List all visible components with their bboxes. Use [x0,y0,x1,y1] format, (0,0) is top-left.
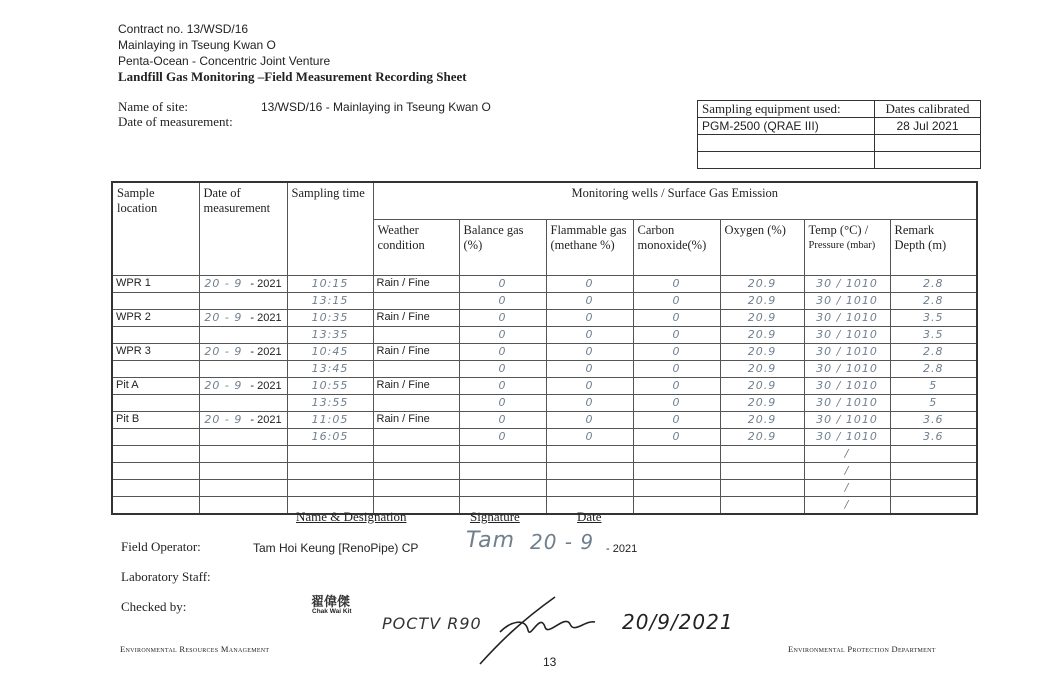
sample-location-cell: WPR 2 [112,310,199,327]
oxygen-cell: 20.9 [720,293,804,310]
carbon-monoxide-cell: 0 [633,378,720,395]
measurement-day-month: 20 - 9 [204,311,243,324]
checked-by-handwriting: POCTV R90 [382,614,482,633]
header-date-of-measurement: Date of measurement [199,182,287,276]
sample-location-cell [112,497,199,515]
flammable-gas-cell: 0 [546,310,633,327]
sample-location-cell: WPR 3 [112,344,199,361]
temp-pressure-cell: 30 / 1010 [804,378,890,395]
depth-cell: 2.8 [890,293,977,310]
depth-cell [890,463,977,480]
checked-by-signature [470,592,600,667]
temp-pressure-cell: 30 / 1010 [804,412,890,429]
footer-left: Environmental Resources Management [120,644,270,654]
balance-gas-cell: 0 [459,395,546,412]
oxygen-cell [720,497,804,515]
field-operator-name: Tam Hoi Keung [RenoPipe) CP [253,541,419,555]
weather-cell: Rain / Fine [373,412,459,429]
depth-cell: 5 [890,378,977,395]
date-header: Date [577,509,602,524]
flammable-gas-cell: 0 [546,361,633,378]
carbon-monoxide-cell: 0 [633,276,720,293]
checked-by-chinese-name: 翟偉傑 [311,595,351,610]
oxygen-cell: 20.9 [720,412,804,429]
balance-gas-cell [459,446,546,463]
balance-gas-cell: 0 [459,344,546,361]
sampling-time-cell: 13:35 [287,327,373,344]
header-monitoring-group: Monitoring wells / Surface Gas Emission [373,182,977,220]
header-oxygen: Oxygen (%) [720,220,804,276]
carbon-monoxide-cell [633,497,720,515]
measurement-date-cell [199,412,287,429]
flammable-gas-cell: 0 [546,327,633,344]
table-row [112,276,977,293]
sampling-time-cell: 11:05 [287,412,373,429]
oxygen-cell [720,463,804,480]
oxygen-cell: 20.9 [720,344,804,361]
sampling-time-cell: 10:55 [287,378,373,395]
flammable-gas-cell [546,480,633,497]
header-temp-pressure [804,220,890,276]
carbon-monoxide-cell: 0 [633,327,720,344]
flammable-gas-cell: 0 [546,276,633,293]
sampling-time-cell: 10:45 [287,344,373,361]
depth-cell: 3.6 [890,412,977,429]
weather-cell [373,429,459,446]
flammable-gas-cell: 0 [546,344,633,361]
sampling-time-cell: 13:15 [287,293,373,310]
temp-pressure-cell: / [804,446,890,463]
balance-gas-cell: 0 [459,429,546,446]
carbon-monoxide-cell [633,463,720,480]
footer-right: Environmental Protection Department [788,644,936,654]
temp-pressure-cell: 30 / 1010 [804,395,890,412]
oxygen-cell [720,446,804,463]
oxygen-cell: 20.9 [720,378,804,395]
carbon-monoxide-cell: 0 [633,412,720,429]
weather-cell [373,327,459,344]
oxygen-cell: 20.9 [720,276,804,293]
oxygen-cell: 20.9 [720,395,804,412]
flammable-gas-cell [546,446,633,463]
flammable-gas-cell: 0 [546,412,633,429]
measurement-day-month: 20 - 9 [204,379,243,392]
header-remark-depth [890,220,977,276]
header-weather: Weather condition [373,220,459,276]
carbon-monoxide-cell [633,446,720,463]
depth-cell: 3.5 [890,310,977,327]
balance-gas-cell: 0 [459,412,546,429]
flammable-gas-cell: 0 [546,395,633,412]
carbon-monoxide-cell: 0 [633,429,720,446]
weather-cell [373,463,459,480]
weather-cell: Rain / Fine [373,276,459,293]
table-row [112,378,977,395]
temp-pressure-cell: / [804,463,890,480]
weather-cell: Rain / Fine [373,344,459,361]
table-row [112,344,977,361]
measurement-day-month: 20 - 9 [204,345,243,358]
sample-location-cell [112,327,199,344]
weather-cell [373,395,459,412]
temp-pressure-cell: 30 / 1010 [804,310,890,327]
depth-cell: 3.6 [890,429,977,446]
balance-gas-cell: 0 [459,310,546,327]
temp-pressure-cell: 30 / 1010 [804,361,890,378]
sampling-time-cell [287,446,373,463]
calibrated-header: Dates calibrated [875,101,981,118]
balance-gas-cell [459,463,546,480]
temp-pressure-cell: 30 / 1010 [804,344,890,361]
sampling-time-cell [287,463,373,480]
checked-by-label: Checked by: [121,599,187,614]
oxygen-cell: 20.9 [720,310,804,327]
header-carbon-monoxide: Carbon monoxide(%) [633,220,720,276]
measurement-date-cell [199,429,287,446]
field-operator-date-year: - 2021 [606,543,638,555]
calibrated-date-cell: 28 Jul 2021 [875,118,981,135]
equipment-cell [698,135,875,152]
weather-cell: Rain / Fine [373,310,459,327]
measurement-year: - 2021 [250,312,282,324]
measurement-date-cell [199,497,287,515]
sample-location-cell: Pit B [112,412,199,429]
sample-location-cell [112,429,199,446]
balance-gas-cell [459,480,546,497]
field-operator-date-handwritten: 20 - 9 [530,530,595,554]
weather-cell [373,361,459,378]
gas-monitoring-table [111,181,978,515]
name-designation-header: Name & Designation [296,509,407,524]
site-name-value: 13/WSD/16 - Mainlaying in Tseung Kwan O [261,100,491,114]
header-sample-location: Sample location [112,182,199,276]
oxygen-cell: 20.9 [720,429,804,446]
header-remark: Remark [894,223,935,238]
contractor-name: Penta-Ocean - Concentric Joint Venture [118,54,331,68]
temp-pressure-cell: 30 / 1010 [804,293,890,310]
measurement-day-month: 20 - 9 [204,277,243,290]
page-number: 13 [543,655,557,669]
weather-cell: Rain / Fine [373,378,459,395]
table-row [112,395,977,412]
measurement-date-cell [199,344,287,361]
table-row [112,480,977,497]
oxygen-cell: 20.9 [720,361,804,378]
weather-cell [373,480,459,497]
sampling-time-cell: 10:15 [287,276,373,293]
measurement-year: - 2021 [250,380,282,392]
balance-gas-cell: 0 [459,276,546,293]
carbon-monoxide-cell: 0 [633,293,720,310]
calibrated-date-cell [875,152,981,169]
temp-pressure-cell: 30 / 1010 [804,276,890,293]
measurement-date-cell [199,293,287,310]
oxygen-cell [720,480,804,497]
balance-gas-cell: 0 [459,327,546,344]
equipment-cell: PGM-2500 (QRAE III) [698,118,875,135]
measurement-date-cell [199,361,287,378]
checked-by-english-name: Chak Wai Kit [312,608,352,615]
sample-location-cell [112,463,199,480]
sample-location-cell [112,361,199,378]
weather-cell [373,293,459,310]
temp-pressure-cell: 30 / 1010 [804,429,890,446]
project-name: Mainlaying in Tseung Kwan O [118,38,276,52]
flammable-gas-cell [546,463,633,480]
measurement-year: - 2021 [250,278,282,290]
carbon-monoxide-cell: 0 [633,344,720,361]
header-flammable-gas: Flammable gas (methane %) [546,220,633,276]
table-row [112,412,977,429]
table-row [112,429,977,446]
balance-gas-cell: 0 [459,378,546,395]
header-pressure: Pressure (mbar) [808,240,876,252]
calibrated-date-cell [875,135,981,152]
measurement-day-month: 20 - 9 [204,413,243,426]
balance-gas-cell: 0 [459,361,546,378]
contract-number: Contract no. 13/WSD/16 [118,22,249,36]
sheet-title: Landfill Gas Monitoring –Field Measurement Recording Sheet [118,69,467,84]
sample-location-cell [112,480,199,497]
sample-location-cell: WPR 1 [112,276,199,293]
measurement-date-cell [199,276,287,293]
measurement-date-cell [199,463,287,480]
measurement-date-label: Date of measurement: [118,114,233,129]
table-row [112,463,977,480]
table-row [112,293,977,310]
table-row [112,497,977,515]
equipment-table [697,100,981,169]
measurement-date-cell [199,327,287,344]
carbon-monoxide-cell: 0 [633,361,720,378]
lab-staff-label: Laboratory Staff: [121,569,211,584]
depth-cell: 2.8 [890,344,977,361]
measurement-date-cell [199,310,287,327]
measurement-year: - 2021 [250,346,282,358]
depth-cell: 3.5 [890,327,977,344]
depth-cell [890,480,977,497]
sample-location-cell [112,293,199,310]
measurement-date-cell [199,395,287,412]
weather-cell [373,446,459,463]
header-depth: Depth (m) [894,238,947,253]
sampling-time-cell: 13:45 [287,361,373,378]
balance-gas-cell: 0 [459,293,546,310]
temp-pressure-cell: 30 / 1010 [804,327,890,344]
checked-by-date: 20/9/2021 [622,610,734,634]
sampling-time-cell: 16:05 [287,429,373,446]
header-temp: Temp (°C) / [808,223,869,238]
field-operator-signature: Tam [466,528,516,553]
carbon-monoxide-cell [633,480,720,497]
table-row [112,310,977,327]
flammable-gas-cell: 0 [546,378,633,395]
carbon-monoxide-cell: 0 [633,395,720,412]
sampling-time-cell [287,480,373,497]
flammable-gas-cell: 0 [546,293,633,310]
field-operator-label: Field Operator: [121,539,201,554]
carbon-monoxide-cell: 0 [633,310,720,327]
temp-pressure-cell: / [804,480,890,497]
depth-cell [890,446,977,463]
table-row [112,327,977,344]
sampling-time-cell: 10:35 [287,310,373,327]
sample-location-cell: Pit A [112,378,199,395]
flammable-gas-cell: 0 [546,429,633,446]
table-row [112,361,977,378]
temp-pressure-cell: / [804,497,890,515]
measurement-date-cell [199,480,287,497]
measurement-date-cell [199,446,287,463]
site-name-label: Name of site: [118,99,189,114]
depth-cell [890,497,977,515]
signature-header: Signature [470,509,520,524]
measurement-year: - 2021 [250,414,282,426]
measurement-date-cell [199,378,287,395]
depth-cell: 2.8 [890,361,977,378]
depth-cell: 5 [890,395,977,412]
header-sampling-time: Sampling time [287,182,373,276]
sampling-time-cell: 13:55 [287,395,373,412]
depth-cell: 2.8 [890,276,977,293]
header-balance-gas: Balance gas (%) [459,220,546,276]
sample-location-cell [112,446,199,463]
oxygen-cell: 20.9 [720,327,804,344]
equipment-cell [698,152,875,169]
equipment-header: Sampling equipment used: [698,101,875,118]
sample-location-cell [112,395,199,412]
table-row [112,446,977,463]
